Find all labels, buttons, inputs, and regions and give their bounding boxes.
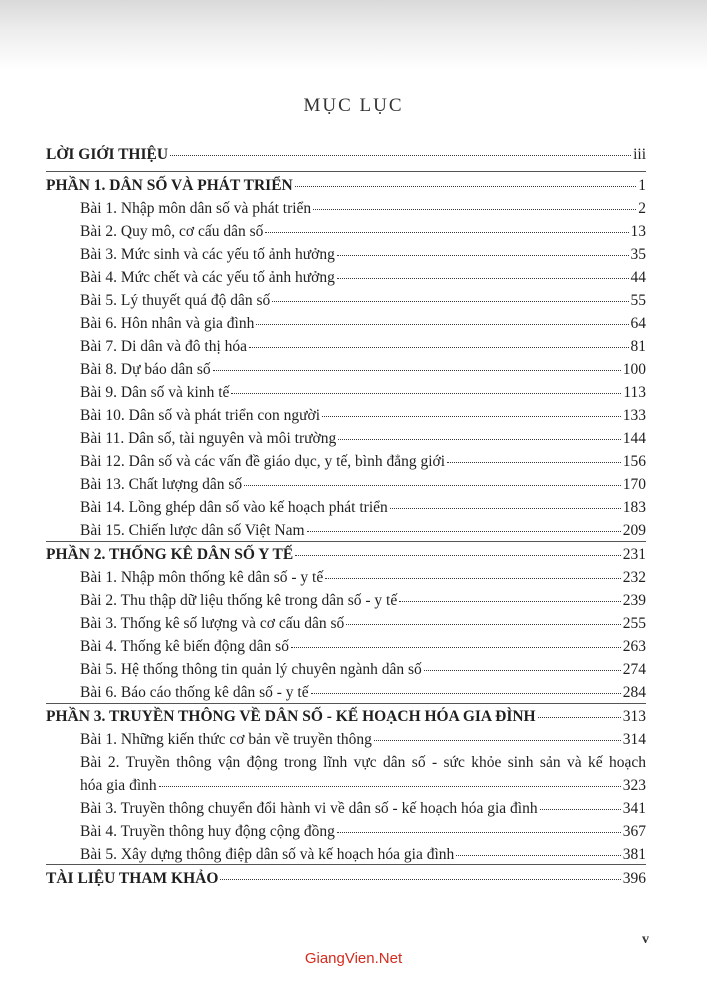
divider [46,864,646,865]
dot-leader [337,278,629,279]
toc-label: Bài 1. Nhập môn thống kê dân số - y tế [80,569,324,586]
divider [46,171,646,172]
dot-leader [424,670,621,671]
toc-page: 341 [622,800,646,817]
toc-page: 367 [622,823,646,840]
dot-leader [338,439,621,440]
dot-leader [325,578,621,579]
dot-leader [170,155,631,156]
toc-label: Bài 9. Dân số và kinh tế [80,384,230,401]
toc-lesson[interactable] [80,430,646,448]
toc-label: TÀI LIỆU THAM KHẢO [46,870,219,887]
dot-leader [390,508,621,509]
toc-label: Bài 4. Truyền thông huy động cộng đồng [80,823,335,840]
toc-page: 381 [622,846,646,863]
toc-page: 255 [622,615,646,632]
toc-page: 231 [622,546,646,563]
toc-label: Bài 12. Dân số và các vấn đề giáo dục, y tế, bình đẳng giới [80,453,446,470]
toc-page: 64 [630,315,646,332]
toc-label: Bài 1. Những kiến thức cơ bản về truyền thông [80,731,372,748]
toc-lesson[interactable] [80,315,646,333]
toc-page: 100 [622,361,646,378]
toc-label: Bài 6. Báo cáo thống kê dân số - y tế [80,684,309,701]
toc-label: Bài 10. Dân số và phát triển con người [80,407,321,424]
dot-leader [337,255,629,256]
toc-page: 144 [622,430,646,447]
divider [46,541,646,542]
dot-leader [399,601,621,602]
toc-lesson[interactable] [80,338,646,356]
toc-label: Bài 8. Dự báo dân số [80,361,211,378]
toc-page: 183 [622,499,646,516]
toc-lesson[interactable] [80,661,646,679]
toc-label: Bài 2. Quy mô, cơ cấu dân số [80,223,264,240]
toc-page: 274 [622,661,646,678]
toc-lesson[interactable] [80,569,646,587]
toc-label: Bài 6. Hôn nhân và gia đình [80,315,255,332]
toc-lesson[interactable] [80,846,646,864]
dot-leader [311,693,621,694]
dot-leader [540,809,621,810]
toc-lesson[interactable] [80,499,646,517]
toc-label: Bài 4. Thống kê biến động dân số [80,638,289,655]
toc-lesson[interactable] [80,638,646,656]
toc-label: Bài 7. Di dân và đô thị hóa [80,338,248,355]
dot-leader [307,531,621,532]
toc-lesson[interactable] [80,731,646,749]
toc-page: 314 [622,731,646,748]
toc-lesson[interactable] [80,592,646,610]
toc-label: LỜI GIỚI THIỆU [46,146,169,163]
top-shadow [0,0,707,70]
toc-lesson[interactable] [80,269,646,287]
dot-leader [346,624,620,625]
toc-label: PHẦN 3. TRUYỀN THÔNG VỀ DÂN SỐ - KẾ HOẠCH HÓA GIA ĐÌNH [46,708,536,725]
toc-intro[interactable] [46,146,646,164]
toc-lesson[interactable] [80,777,646,795]
dot-leader [291,647,621,648]
watermark: GiangVien.Net [304,950,403,967]
toc-lesson[interactable] [80,200,646,218]
toc-label: hóa gia đình [80,777,157,794]
toc-page: 263 [622,638,646,655]
page-title: MỤC LỤC [303,95,404,116]
toc-label: Bài 2. Thu thập dữ liệu thống kê trong dân số - y tế [80,592,398,609]
toc-part-2[interactable] [46,546,646,564]
toc-lesson[interactable] [80,246,646,264]
dot-leader [313,209,636,210]
toc-page: 396 [622,870,646,887]
toc-page: 170 [622,476,646,493]
dot-leader [213,370,621,371]
toc-references[interactable] [46,870,646,888]
toc-lesson[interactable] [80,384,646,402]
toc-label: PHẦN 1. DÂN SỐ VÀ PHÁT TRIỂN [46,177,293,194]
toc-label: PHẦN 2. THỐNG KÊ DÂN SỐ Y TẾ [46,546,294,563]
dot-leader [295,186,637,187]
dot-leader [337,832,621,833]
page-number: v [642,932,649,947]
toc-page: 1 [638,177,646,194]
dot-leader [231,393,621,394]
dot-leader [249,347,628,348]
toc-label: Bài 3. Truyền thông chuyển đổi hành vi về dân số - kế hoạch hóa gia đình [80,800,538,817]
dot-leader [244,485,621,486]
toc-page: 323 [622,777,646,794]
toc-page: 209 [622,522,646,539]
toc-label: Bài 11. Dân số, tài nguyên và môi trường [80,430,337,447]
toc-lesson[interactable] [80,361,646,379]
dot-leader [538,717,621,718]
toc-lesson[interactable] [80,453,646,471]
toc-page: 55 [630,292,646,309]
toc-page: 35 [630,246,646,263]
toc-label: Bài 5. Xây dựng thông điệp dân số và kế hoạch hóa gia đình [80,846,455,863]
toc-page: 156 [622,453,646,470]
toc-label: Bài 14. Lồng ghép dân số vào kế hoạch phát triển [80,499,388,516]
dot-leader [295,555,621,556]
toc-page: 313 [622,708,646,725]
toc-lesson[interactable] [80,615,646,633]
toc-label: Bài 3. Mức sinh và các yếu tố ảnh hưởng [80,246,335,263]
toc-lesson[interactable] [80,823,646,841]
dot-leader [220,879,620,880]
dot-leader [256,324,628,325]
toc-page: 13 [630,223,646,240]
toc-part-1[interactable] [46,177,646,195]
toc-lesson[interactable] [80,684,646,702]
toc-lesson[interactable] [80,292,646,310]
toc-lesson[interactable] [80,407,646,425]
toc-page: 113 [623,384,646,401]
toc-page: 133 [622,407,646,424]
toc-label: Bài 15. Chiến lược dân số Việt Nam [80,522,305,539]
toc-page: 284 [622,684,646,701]
dot-leader [322,416,621,417]
toc-page: iii [633,146,646,163]
toc-lesson[interactable] [80,522,646,540]
dot-leader [272,301,628,302]
toc-lesson[interactable] [80,223,646,241]
dot-leader [265,232,628,233]
toc-part-3[interactable] [46,708,646,726]
toc-label: Bài 5. Lý thuyết quá độ dân số [80,292,271,309]
toc-page: 44 [630,269,646,286]
toc-label: Bài 4. Mức chết và các yếu tố ảnh hưởng [80,269,335,286]
dot-leader [159,786,621,787]
toc-page: 232 [622,569,646,586]
toc-label: Bài 13. Chất lượng dân số [80,476,243,493]
dot-leader [456,855,620,856]
toc-page: 81 [630,338,646,355]
toc-page: 2 [638,200,646,217]
toc-label: Bài 5. Hệ thống thông tin quản lý chuyên ngành dân số [80,661,422,678]
toc-page: 239 [622,592,646,609]
toc-lesson[interactable] [80,476,646,494]
divider [46,703,646,704]
toc-label: Bài 3. Thống kê số lượng và cơ cấu dân số [80,615,345,632]
toc-lesson[interactable] [80,800,646,818]
toc-lesson-line1[interactable]: Bài 2. Truyền thông vận động trong lĩnh vực dân số - sức khỏe sinh sản và kế hoạch [80,754,646,771]
dot-leader [447,462,621,463]
toc-label: Bài 1. Nhập môn dân số và phát triển [80,200,312,217]
dot-leader [374,740,621,741]
